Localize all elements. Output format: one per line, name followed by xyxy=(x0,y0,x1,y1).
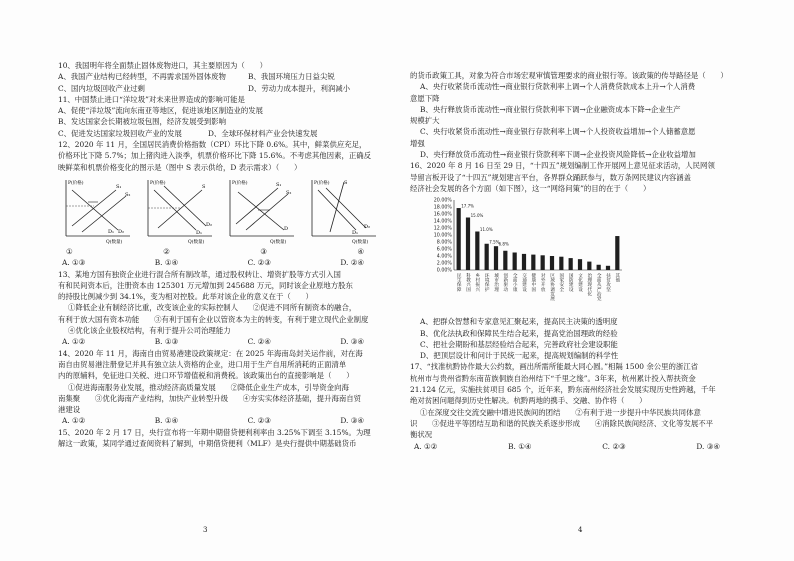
g2-d2: D₂ xyxy=(206,221,213,228)
q13-option-a: A. ①② xyxy=(62,337,86,347)
y-tick-label: 16.00% xyxy=(433,212,452,218)
q13-option-c: C. ②④ xyxy=(247,337,271,347)
bar xyxy=(522,254,526,270)
q17-item-2: 识 ③促进平等团结互助和谐的民族关系逐步形成 ④消除民族间经济、文化等发展不平 xyxy=(410,418,714,428)
page-number-right: 4 xyxy=(578,526,583,534)
q17-options xyxy=(410,441,750,452)
y-tick-label: 18.00% xyxy=(433,205,452,211)
y-tick-label: 0.00% xyxy=(436,268,452,274)
q13-item-3: ④优化该企业股权结构，有利于提升公司治理能力 xyxy=(68,326,231,336)
q17-option-a: A. ①② xyxy=(414,441,438,451)
q14-item-3: 港建设 xyxy=(58,405,81,415)
q13-option-d: D. ③④ xyxy=(340,337,364,347)
g3-axis-p: P(价格) xyxy=(232,180,248,186)
bar xyxy=(494,246,498,270)
g3-s1: S₁ xyxy=(276,181,282,188)
graph-markers xyxy=(58,246,394,257)
g3-s2: S₂ xyxy=(286,189,292,196)
q12-stem-1: 12、2020 年 11 月，全国居民消费价格指数（CPI）环比下降 0.6%。其中，鲜菜供应充足， xyxy=(58,140,367,150)
bar xyxy=(466,218,470,271)
bar xyxy=(550,256,554,270)
q13-stem-3: 的持股比例减少到 34.1%，变为相对控股。此举对该企业的意义在于（ ） xyxy=(58,292,313,302)
q15-option-c-1: C、央行收紧货币流动性→商业银行存款利率上调→个人投资收益增加→个人储蓄意愿 xyxy=(420,127,696,137)
q14-stem-2: 南自由贸易港注册登记并具有独立法人资格的企业，进口用于生产自用所消耗的正面清单 xyxy=(58,359,347,369)
q15-option-a-2: 意愿下降 xyxy=(410,93,440,103)
q16-option-c: C、把社会期盼和基层经验结合起来，完善政府社会建设职能 xyxy=(420,339,618,349)
category-label: 治理现代化 xyxy=(586,273,592,297)
category-label: 其他 xyxy=(614,273,620,283)
q13-options xyxy=(58,336,394,347)
category-label: 科教兴国 xyxy=(465,273,471,292)
q17-item-3: 衡状况 xyxy=(410,430,433,440)
category-label: 全面小康 xyxy=(512,273,518,292)
g1-axis-p: P(价格) xyxy=(68,180,84,186)
q12-stem-3: 映鲜菜和机票价格变化的图示是（图中 S 表示供给，D 表示需求）（ ） xyxy=(58,162,302,172)
graph-mark-4: ④ xyxy=(357,246,364,256)
q16-stem-3: 经济社会发展的各个方面（如下图），这一“网络问策”的目的在于（ ） xyxy=(410,183,651,193)
y-tick-label: 2.00% xyxy=(436,261,452,267)
bar xyxy=(569,258,573,270)
bar xyxy=(606,266,610,270)
bar xyxy=(587,262,591,270)
g4-d1: D₁ xyxy=(352,229,359,236)
bar-chart-svg xyxy=(428,196,628,314)
q10-option-c: C、国内垃圾回收产业过剩 xyxy=(58,83,145,93)
category-label: 对外开放 xyxy=(540,273,546,292)
graph-4 xyxy=(304,176,380,244)
y-tick-label: 6.00% xyxy=(436,247,452,253)
g4-axis-p: P(价格) xyxy=(314,180,330,186)
graph-2 xyxy=(140,176,216,244)
q13-option-b: B. ①③ xyxy=(154,337,179,347)
graph-1 xyxy=(58,176,134,244)
q10-option-b: B、我国环境压力日益尖锐 xyxy=(248,72,335,82)
q14-option-d: D. ③④ xyxy=(340,416,364,426)
g2-d1: D₁ xyxy=(196,229,203,236)
q14-option-b: B. ①④ xyxy=(154,416,179,426)
q11-option-a: A、促使“洋垃圾”流向东南亚等地区，促进该地区制造业的发展 xyxy=(58,106,264,116)
category-label: 国防建设 xyxy=(568,273,574,292)
category-label: 乡村振兴 xyxy=(474,273,480,292)
bar xyxy=(513,253,517,271)
g2-axis-q: Q(数量) xyxy=(188,239,205,244)
category-label: 国家安全 xyxy=(558,273,564,292)
q17-stem-4: 绝对贫困问题得到历史性解决。杭黔两地的携手、交融、协作将（ ） xyxy=(410,396,647,406)
q14-options xyxy=(58,415,394,426)
bar xyxy=(615,236,619,270)
q16-stem-1: 16、2020 年 8 月 16 日至 29 日，“十四五”规划编制工作开展网上意见征求活动，人民网领 xyxy=(410,161,715,171)
g1-d2: D₂ xyxy=(118,228,125,235)
q12-stem-2: 价格环比下降 5.7%；加上猪肉进入淡季，机票价格环比下降 15.6%。不考虑其他因素，正确反 xyxy=(58,151,372,161)
bar xyxy=(503,251,507,270)
q15-cont-stem: 的货币政策工具，对象为符合市场宏观审慎管理要求的商业银行等。该政策的传导路径是（ ） xyxy=(410,71,728,80)
q10-options-cd xyxy=(58,83,394,94)
q17-option-d: D. ③④ xyxy=(696,441,720,451)
bar xyxy=(559,257,563,270)
q11-option-c: C、促进发达国家垃圾回收产业的发展 xyxy=(58,128,182,138)
y-tick-label: 20.00% xyxy=(433,198,452,204)
q12-option-b: B. ①④ xyxy=(154,258,179,268)
g3-axis-q: Q(数量) xyxy=(270,239,287,244)
q15-option-b-2: 规模扩大 xyxy=(410,116,440,126)
left-page xyxy=(58,60,394,449)
category-label: 文化建设 xyxy=(577,273,583,292)
q12-option-c: C. ②③ xyxy=(247,258,271,268)
q13-stem-2: 有和民间资本后，注册资本由 125301 万元增加到 245688 万元，同时该企业原地方股东 xyxy=(58,280,353,290)
bar xyxy=(578,259,582,270)
q10-stem: 10、我国明年将全面禁止固体废物进口，其主要原因为（ ） xyxy=(58,61,267,70)
category-label: 创新驱动 xyxy=(502,273,508,292)
category-label: 交通建设 xyxy=(521,273,527,292)
q14-stem-1: 14、2020 年 11 月，海南自由贸易港建设政策规定：在 2025 年海南岛封关运作前，对在海 xyxy=(58,348,363,358)
q14-stem-3: 内的原辅料，免征进口关税、进口环节增值税和消费税。该政策出台的直接影响是（ ） xyxy=(58,371,354,381)
q15-option-b-1: B、央行释放货币流动性→商业银行贷款利率下调→企业融资成本下降→企业生产 xyxy=(420,104,681,114)
bar-data-label: 6.8% xyxy=(498,241,509,247)
q17-item-1: ①在深度交往交流交融中增进民族间的团结 ②有利于进一步提升中华民族共同体意 xyxy=(420,407,701,417)
graph-3 xyxy=(222,176,298,244)
bar-data-label: 11.0% xyxy=(479,227,493,233)
bar xyxy=(541,256,545,271)
q17-option-c: C. ②③ xyxy=(602,441,626,451)
y-tick-label: 12.00% xyxy=(433,226,452,232)
g3-d: D xyxy=(284,225,289,232)
q12-options xyxy=(58,257,394,268)
y-tick-label: 10.00% xyxy=(433,233,452,239)
g4-d2: D₂ xyxy=(364,223,371,230)
q11-option-b: B、发达国家会长期被垃圾包围，经济发展受到影响 xyxy=(58,117,227,127)
q14-item-1: ①促进海南服务业发展，推动经济高质量发展 ②降低企业生产成本，引导资金向海 xyxy=(68,382,349,392)
g2-s: S xyxy=(202,183,206,190)
q13-item-2: 有利于放大国有资本功能 ③有利于国有企业以管资本为主的转变，有利于建立现代企业制度 xyxy=(58,314,369,324)
y-tick-label: 8.00% xyxy=(436,240,452,246)
q13-stem-1: 13、某地方国有独资企业进行混合所有制改革，通过股权转让、增资扩股等方式引入国 xyxy=(58,269,341,279)
q10-option-d: D、劳动力成本提升，利润减小 xyxy=(248,83,351,93)
category-label: 全面从严治党 xyxy=(596,273,602,301)
g2-axis-p: P(价格) xyxy=(150,180,166,186)
g1-axis-q: Q(数量) xyxy=(106,239,123,244)
q15-option-a-1: A、央行收紧货币流动性→商业银行贷款利率上调→个人消费贷款成本上升→个人消费 xyxy=(420,82,696,92)
q13-item-1: ①降低企业有制经济比重，改变该企业的实际控制人 ②促进不同所有制资本的融合， xyxy=(68,303,357,313)
supply-demand-graphs xyxy=(58,176,394,244)
q16-stem-2: 导留言板开设了“十四五”规划建言平台，各界群众踊跃参与，数万条网民建议内容涵盖 xyxy=(410,172,692,182)
bar xyxy=(531,255,535,270)
q14-item-2: 南集聚 ③优化海南产业结构，加快产业转型升级 ④夯实实体经济基础，提升海南自贸 xyxy=(58,393,362,403)
q17-stem-1: 17、“找准杭黔协作最大公约数，画出所需所能最大同心圆。”相隔 1500 余公里的浙江省 xyxy=(410,362,699,372)
bar xyxy=(475,232,479,271)
page-number-left: 3 xyxy=(203,526,208,534)
y-tick-label: 4.00% xyxy=(436,254,452,260)
q16-option-a: A、把群众智慧和专家意见汇聚起来，提高民主决策的透明度 xyxy=(420,317,618,327)
bar xyxy=(597,265,601,270)
q12-option-a: A. ①③ xyxy=(62,258,86,268)
g1-d1: D₁ xyxy=(108,228,115,235)
bar xyxy=(485,244,489,270)
graph-mark-2: ② xyxy=(163,246,170,256)
graph-mark-1: ① xyxy=(66,246,73,256)
suggestion-bar-chart xyxy=(428,196,628,314)
category-label: 民生保障 xyxy=(456,273,462,292)
category-label: 区域协调发展 xyxy=(549,273,555,301)
q17-stem-3: 21.124 亿元，实施扶贫项目 685 个，近年来，黔东南州经济社会发展实现历史性跨越，千年 xyxy=(410,385,716,395)
category-label: 健康中国 xyxy=(530,273,536,292)
q11-stem: 11、中国禁止进口“洋垃圾”对未来世界造成的影响可能是 xyxy=(58,94,245,104)
q17-stem-2: 杭州市与贵州省黔东南苗族侗族自治州结下“千里之缘”。3年来，杭州累计投入帮扶资金 xyxy=(410,373,696,383)
graph-mark-3: ③ xyxy=(260,246,267,256)
q16-option-b: B、优化法执政和保障民生结合起来，提高党治国理政的经验 xyxy=(420,328,618,338)
bar-data-label: 17.7% xyxy=(461,203,474,209)
q11-option-d: D、全球环保材料产业会快速发展 xyxy=(208,128,318,138)
bar-data-label: 7.5% xyxy=(489,239,500,245)
q16-option-d: D、把顶层设计和问计于民统一起来，提高规划编制的科学性 xyxy=(420,351,619,361)
q15-stem-1: 15、2020 年 2 月 17 日，央行宣布将一年期中期借贷便利利率由 3.25%下调至 3.15%。为理 xyxy=(58,427,371,437)
bar xyxy=(457,208,461,270)
bar-data-label: 15.0% xyxy=(470,213,484,219)
q11-options-cd xyxy=(58,128,394,139)
q15-stem-2: 解这一政策，某同学通过查阅资料了解到，中期借贷便利（MLF）是央行提供中期基础货币 xyxy=(58,439,357,449)
category-label: 城市治理 xyxy=(493,273,499,292)
right-page xyxy=(410,70,750,452)
q14-option-c: C. ②③ xyxy=(247,416,271,426)
y-tick-label: 14.00% xyxy=(433,219,452,225)
g1-s1: S₁ xyxy=(116,183,122,190)
q10-options-ab xyxy=(58,71,394,82)
g4-axis-q: Q(数量) xyxy=(352,239,369,244)
q10-option-a: A、我国产业结构已经转型，不再需求国外固体废物 xyxy=(58,72,226,82)
category-label: 扶贫攻坚 xyxy=(605,273,611,292)
g1-s2: S₂ xyxy=(125,191,131,198)
category-label: 环境保护 xyxy=(484,273,490,292)
q17-option-b: B. ①④ xyxy=(508,441,532,451)
q14-option-a: A. ①② xyxy=(62,416,86,426)
g4-s: S xyxy=(344,179,348,186)
q12-option-d: D. ②④ xyxy=(340,258,364,268)
q15-option-d: D、央行释放货币流动性→商业银行贷款利率下调→企业投资风险降低→企业收益增加 xyxy=(420,150,696,160)
q15-option-c-2: 增强 xyxy=(410,138,425,148)
